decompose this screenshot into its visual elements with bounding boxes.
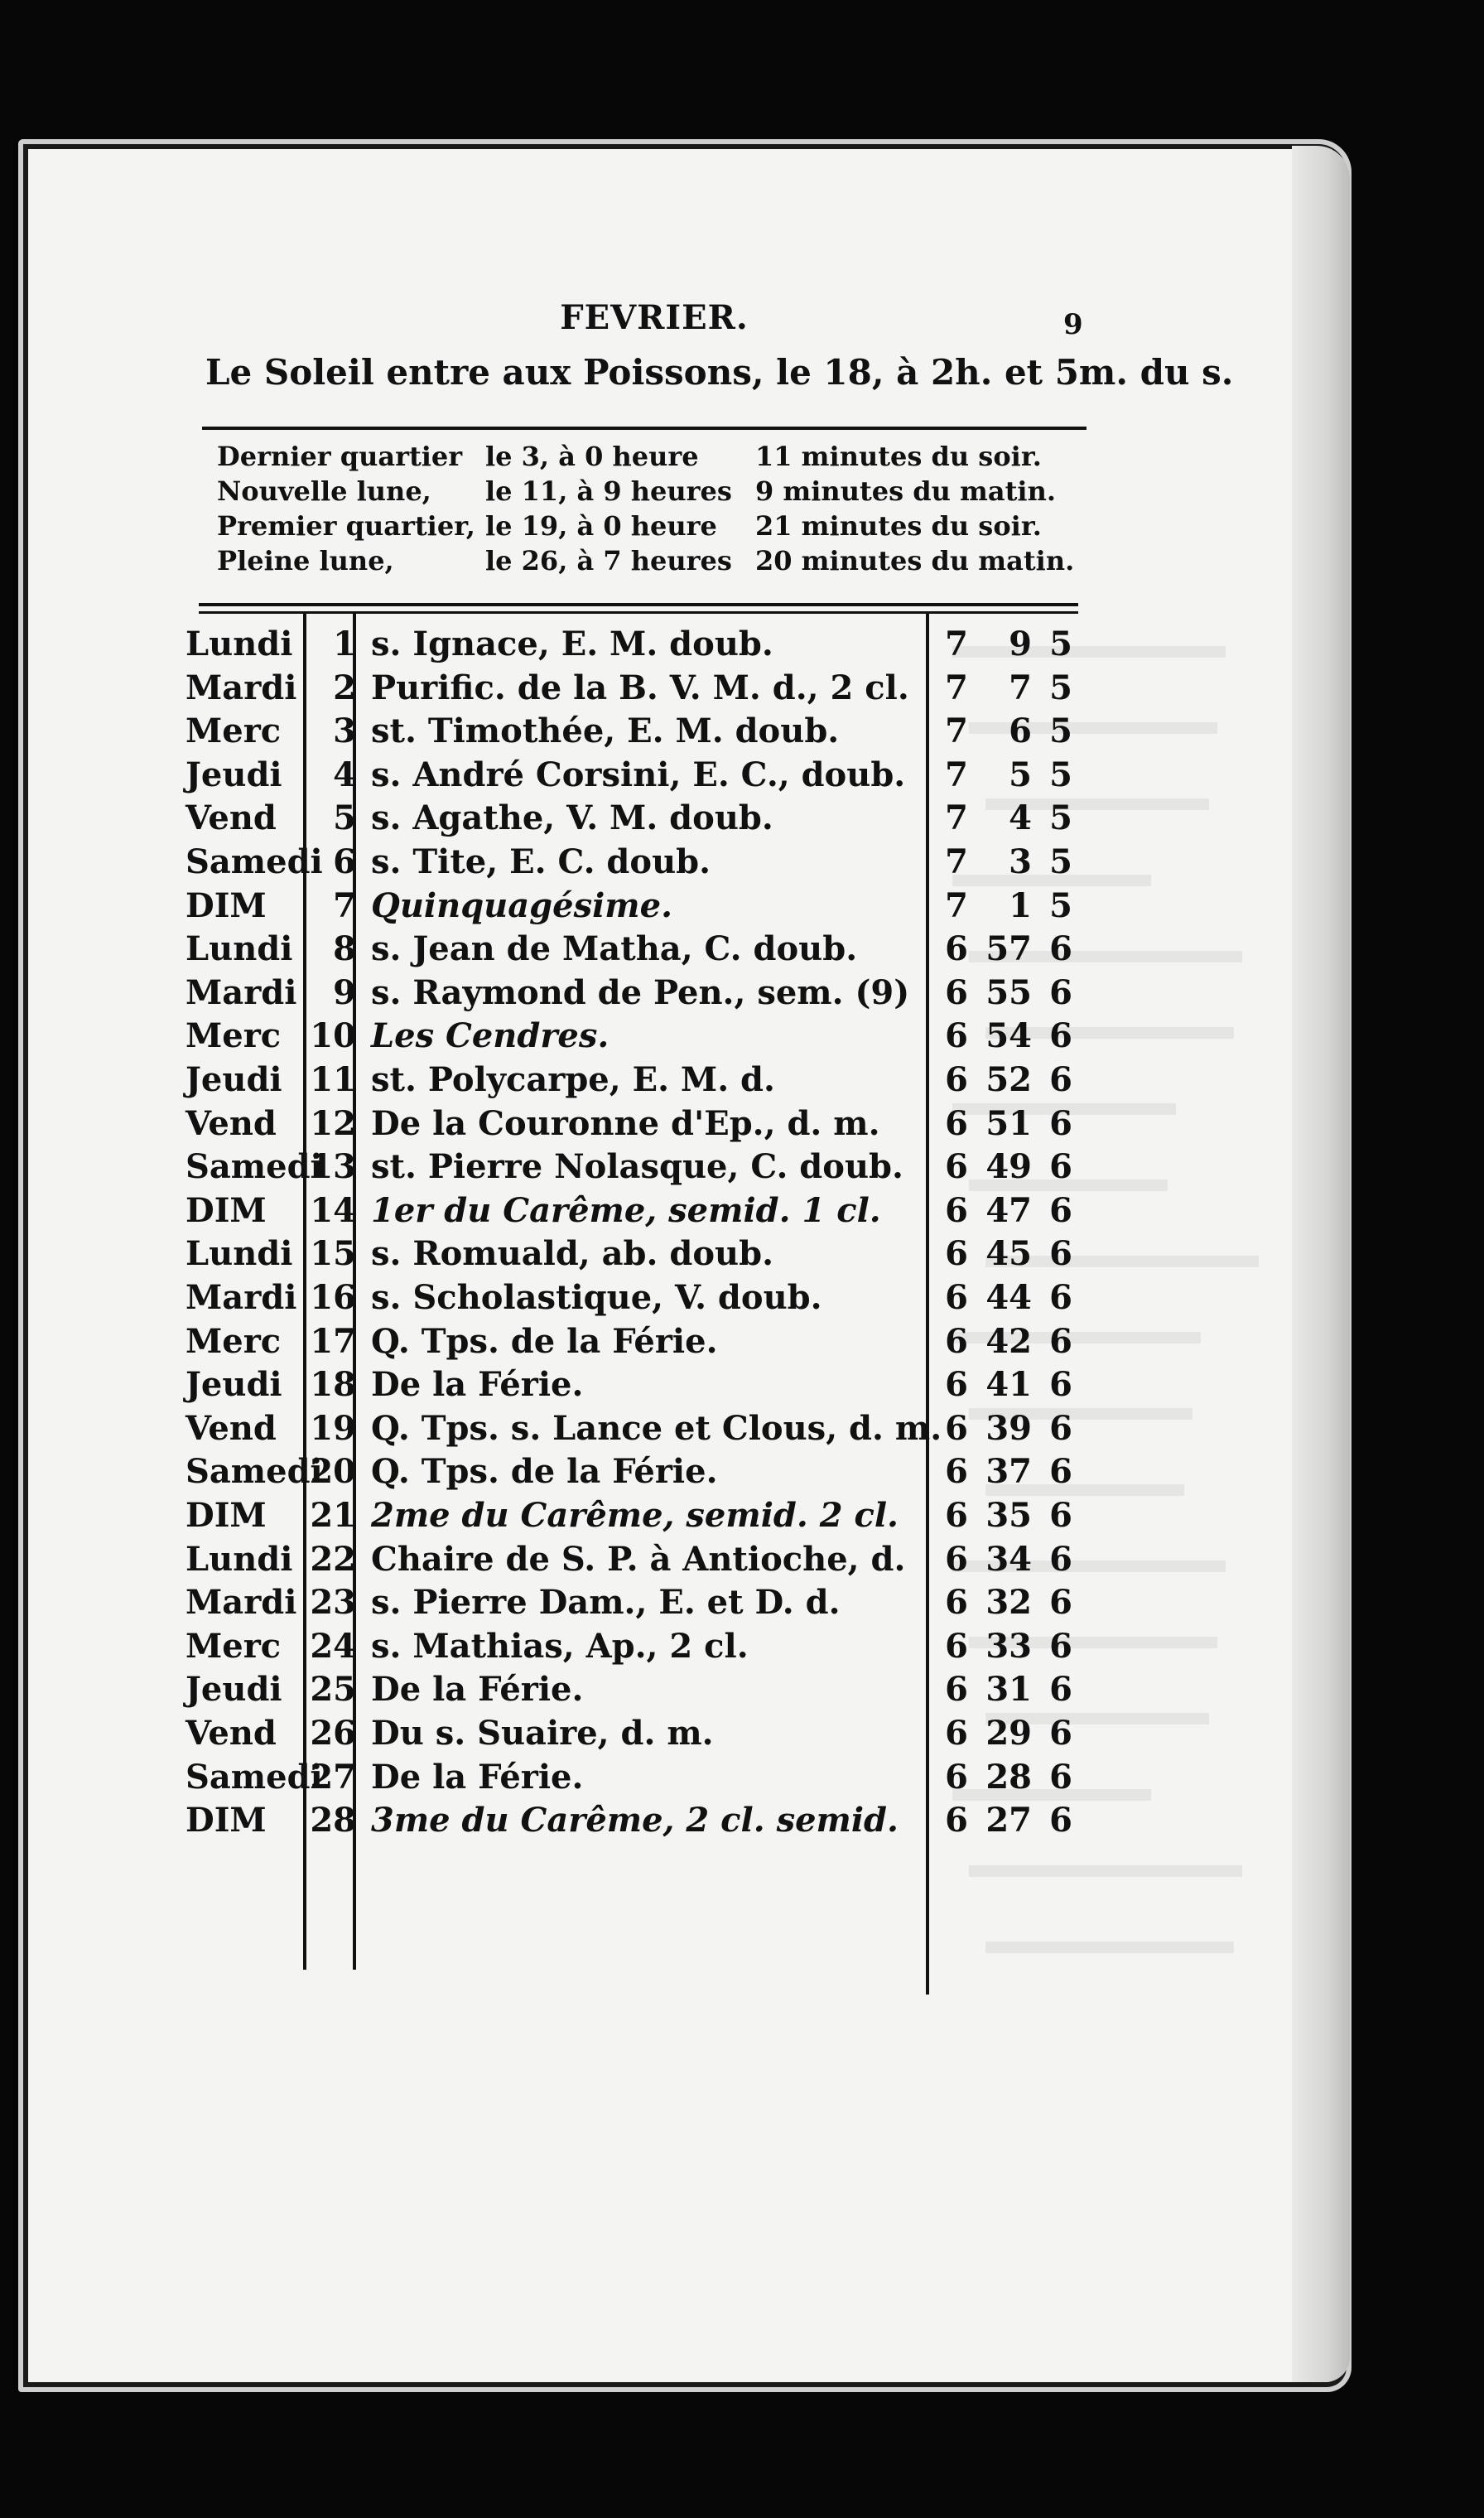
- sunrise-minute-cell: 1: [1009, 885, 1032, 925]
- weekday-cell: Merc: [186, 1321, 282, 1361]
- sunrise-hour-cell: 6: [945, 1365, 968, 1405]
- header-rule: [202, 427, 1086, 430]
- sunrise-hour-cell: 6: [945, 1452, 968, 1492]
- moon-phase-date: le 3, à 0 heure: [485, 441, 699, 472]
- month-title: FEVRIER.: [560, 298, 749, 337]
- weekday-cell: Lundi: [186, 929, 293, 969]
- weekday-cell: Jeudi: [186, 1670, 282, 1710]
- sunrise-minute-cell: 6: [1009, 712, 1032, 751]
- weekday-cell: DIM: [186, 1496, 267, 1535]
- sunrise-hour-cell: 6: [945, 1714, 968, 1753]
- moon-phase-time: 9 minutes du matin.: [755, 475, 1056, 507]
- sunrise-hour-cell: 6: [945, 1801, 968, 1840]
- calendar-row: [0, 797, 1484, 840]
- sunset-hour-cell: 6: [1049, 972, 1072, 1012]
- sunset-hour-cell: 5: [1049, 755, 1072, 794]
- weekday-cell: Lundi: [186, 1234, 293, 1274]
- sunset-hour-cell: 6: [1049, 1757, 1072, 1797]
- calendar-row: [0, 1276, 1484, 1319]
- sunset-hour-cell: 5: [1049, 842, 1072, 881]
- feast-cell: s. Mathias, Ap., 2 cl.: [371, 1626, 749, 1666]
- sunrise-hour-cell: 6: [945, 1496, 968, 1535]
- feast-cell: De la Couronne d'Ep., d. m.: [371, 1103, 880, 1143]
- sunrise-minute-cell: 5: [1009, 755, 1032, 794]
- sunset-hour-cell: 5: [1049, 625, 1072, 663]
- sunset-hour-cell: 5: [1049, 885, 1072, 925]
- feast-cell: De la Férie.: [371, 1670, 584, 1710]
- weekday-cell: Samedi: [186, 842, 323, 881]
- sunset-hour-cell: 6: [1049, 1321, 1072, 1361]
- date-number-cell: 21: [310, 1496, 356, 1535]
- sunset-hour-cell: 6: [1049, 929, 1072, 969]
- date-number-cell: 5: [333, 798, 356, 838]
- date-number-cell: 13: [310, 1147, 356, 1187]
- date-number-cell: 7: [333, 885, 356, 925]
- sunrise-minute-cell: 49: [985, 1147, 1032, 1187]
- calendar-row: [0, 710, 1484, 753]
- sunrise-minute-cell: 9: [1009, 625, 1032, 663]
- sunrise-hour-cell: 6: [945, 1016, 968, 1056]
- sunrise-hour-cell: 7: [945, 798, 968, 838]
- date-number-cell: 6: [333, 842, 356, 881]
- sunrise-minute-cell: 52: [985, 1060, 1032, 1099]
- weekday-cell: Vend: [186, 1103, 277, 1143]
- feast-cell: s. André Corsini, E. C., doub.: [371, 755, 906, 794]
- calendar-row: [0, 1538, 1484, 1581]
- sunrise-hour-cell: 7: [945, 755, 968, 794]
- sunset-hour-cell: 6: [1049, 1626, 1072, 1666]
- moon-phase-name: Nouvelle lune,: [217, 475, 431, 507]
- sunrise-minute-cell: 54: [985, 1016, 1032, 1056]
- calendar-row: [0, 1059, 1484, 1102]
- weekday-cell: Samedi: [186, 1147, 323, 1187]
- sunrise-minute-cell: 47: [985, 1190, 1032, 1230]
- feast-cell: 2me du Carême, semid. 2 cl.: [371, 1496, 899, 1535]
- sunrise-hour-cell: 6: [945, 1539, 968, 1579]
- sunrise-minute-cell: 42: [985, 1321, 1032, 1361]
- weekday-cell: Merc: [186, 1016, 282, 1056]
- calendar-row: [0, 1581, 1484, 1624]
- date-number-cell: 24: [310, 1626, 356, 1666]
- weekday-cell: Lundi: [186, 625, 293, 663]
- feast-cell: De la Férie.: [371, 1365, 584, 1405]
- feast-cell: Purific. de la B. V. M. d., 2 cl.: [371, 668, 909, 707]
- sunrise-minute-cell: 29: [985, 1714, 1032, 1753]
- calendar-row: [0, 1799, 1484, 1842]
- moon-phase-row: [217, 543, 1095, 578]
- calendar-row: [0, 754, 1484, 797]
- feast-cell: Les Cendres.: [371, 1016, 610, 1056]
- calendar-row: [0, 1146, 1484, 1189]
- date-number-cell: 25: [310, 1670, 356, 1710]
- calendar-row: [0, 972, 1484, 1015]
- sunrise-hour-cell: 6: [945, 1321, 968, 1361]
- sunrise-minute-cell: 3: [1009, 842, 1032, 881]
- sunrise-minute-cell: 28: [985, 1757, 1032, 1797]
- sunset-hour-cell: 5: [1049, 798, 1072, 838]
- sunset-hour-cell: 6: [1049, 1016, 1072, 1056]
- table-top-rule: [199, 603, 1078, 606]
- sunrise-hour-cell: 6: [945, 972, 968, 1012]
- date-number-cell: 17: [310, 1321, 356, 1361]
- sunset-hour-cell: 6: [1049, 1278, 1072, 1317]
- sunrise-hour-cell: 7: [945, 885, 968, 925]
- calendar-row: [0, 623, 1484, 666]
- sunrise-minute-cell: 4: [1009, 798, 1032, 838]
- sunset-hour-cell: 6: [1049, 1234, 1072, 1274]
- calendar-row: [0, 1102, 1484, 1146]
- sunrise-hour-cell: 7: [945, 625, 968, 663]
- date-number-cell: 2: [333, 668, 356, 707]
- sunset-hour-cell: 6: [1049, 1408, 1072, 1448]
- weekday-cell: DIM: [186, 1801, 267, 1840]
- feast-cell: Du s. Suaire, d. m.: [371, 1714, 714, 1753]
- moon-phase-time: 11 minutes du soir.: [755, 441, 1042, 472]
- sunrise-minute-cell: 33: [985, 1626, 1032, 1666]
- sunset-hour-cell: 6: [1049, 1583, 1072, 1623]
- weekday-cell: DIM: [186, 1190, 267, 1230]
- feast-cell: st. Pierre Nolasque, C. doub.: [371, 1147, 903, 1187]
- bleed-through-line: [969, 1865, 1242, 1877]
- calendar-row: [0, 1015, 1484, 1058]
- page-number: 9: [1063, 308, 1083, 341]
- weekday-cell: Jeudi: [186, 1365, 282, 1405]
- sunrise-minute-cell: 34: [985, 1539, 1032, 1579]
- calendar-row: [0, 928, 1484, 971]
- sunrise-minute-cell: 7: [1009, 668, 1032, 707]
- calendar-row: [0, 1407, 1484, 1450]
- sunrise-hour-cell: 6: [945, 1408, 968, 1448]
- sunset-hour-cell: 5: [1049, 668, 1072, 707]
- feast-cell: Q. Tps. de la Férie.: [371, 1321, 718, 1361]
- moon-phase-row: [217, 509, 1095, 543]
- sunset-hour-cell: 6: [1049, 1496, 1072, 1535]
- calendar-row: [0, 885, 1484, 928]
- sunset-hour-cell: 6: [1049, 1539, 1072, 1579]
- sunrise-minute-cell: 57: [985, 929, 1032, 969]
- date-number-cell: 26: [310, 1714, 356, 1753]
- feast-cell: s. Scholastique, V. doub.: [371, 1278, 822, 1317]
- weekday-cell: Mardi: [186, 668, 297, 707]
- date-number-cell: 12: [310, 1103, 356, 1143]
- sunset-hour-cell: 6: [1049, 1801, 1072, 1840]
- sunset-hour-cell: 6: [1049, 1452, 1072, 1492]
- feast-cell: 3me du Carême, 2 cl. semid.: [371, 1801, 899, 1840]
- sunrise-minute-cell: 44: [985, 1278, 1032, 1317]
- sunrise-hour-cell: 6: [945, 1583, 968, 1623]
- sunrise-minute-cell: 51: [985, 1103, 1032, 1143]
- weekday-cell: Samedi: [186, 1452, 323, 1492]
- moon-phase-date: le 19, à 0 heure: [485, 510, 717, 542]
- feast-cell: s. Pierre Dam., E. et D. d.: [371, 1583, 841, 1623]
- weekday-cell: Vend: [186, 1408, 277, 1448]
- sunset-hour-cell: 6: [1049, 1147, 1072, 1187]
- moon-phase-name: Dernier quartier: [217, 441, 463, 472]
- calendar-row: [0, 1494, 1484, 1537]
- sunset-hour-cell: 6: [1049, 1103, 1072, 1143]
- table-top-rule-2: [199, 611, 1078, 614]
- feast-cell: s. Ignace, E. M. doub.: [371, 625, 773, 663]
- feast-cell: st. Timothée, E. M. doub.: [371, 712, 840, 751]
- date-number-cell: 20: [310, 1452, 356, 1492]
- sunrise-hour-cell: 6: [945, 929, 968, 969]
- feast-cell: Quinquagésime.: [371, 885, 673, 925]
- sunrise-hour-cell: 6: [945, 1103, 968, 1143]
- moon-phase-row: [217, 474, 1095, 509]
- weekday-cell: Mardi: [186, 972, 297, 1012]
- feast-cell: s. Raymond de Pen., sem. (9): [371, 972, 910, 1012]
- feast-cell: Chaire de S. P. à Antioche, d.: [371, 1539, 906, 1579]
- calendar-row: [0, 1756, 1484, 1799]
- weekday-cell: Vend: [186, 1714, 277, 1753]
- sunrise-hour-cell: 7: [945, 712, 968, 751]
- feast-cell: s. Romuald, ab. doub.: [371, 1234, 773, 1274]
- date-number-cell: 23: [310, 1583, 356, 1623]
- sunrise-minute-cell: 45: [985, 1234, 1032, 1274]
- sunrise-minute-cell: 27: [985, 1801, 1032, 1840]
- sunrise-minute-cell: 31: [985, 1670, 1032, 1710]
- feast-cell: Q. Tps. de la Férie.: [371, 1452, 718, 1492]
- sunrise-hour-cell: 6: [945, 1234, 968, 1274]
- date-number-cell: 10: [310, 1016, 356, 1056]
- weekday-cell: Jeudi: [186, 1060, 282, 1099]
- moon-phase-time: 20 minutes du matin.: [755, 545, 1075, 576]
- date-number-cell: 16: [310, 1278, 356, 1317]
- feast-cell: s. Tite, E. C. doub.: [371, 842, 711, 881]
- moon-phase-row: [217, 439, 1095, 474]
- date-number-cell: 19: [310, 1408, 356, 1448]
- sunrise-hour-cell: 6: [945, 1190, 968, 1230]
- sunrise-hour-cell: 7: [945, 668, 968, 707]
- weekday-cell: Lundi: [186, 1539, 293, 1579]
- sunrise-hour-cell: 6: [945, 1147, 968, 1187]
- date-number-cell: 3: [333, 712, 356, 751]
- bleed-through-line: [985, 1942, 1234, 1953]
- date-number-cell: 18: [310, 1365, 356, 1405]
- sunset-hour-cell: 6: [1049, 1670, 1072, 1710]
- moon-phase-name: Pleine lune,: [217, 545, 394, 576]
- date-number-cell: 1: [333, 625, 356, 663]
- feast-cell: 1er du Carême, semid. 1 cl.: [371, 1190, 881, 1230]
- weekday-cell: Merc: [186, 712, 282, 751]
- calendar-row: [0, 1232, 1484, 1276]
- calendar-row: [0, 1668, 1484, 1711]
- weekday-cell: Mardi: [186, 1278, 297, 1317]
- sunrise-hour-cell: 6: [945, 1670, 968, 1710]
- date-number-cell: 4: [333, 755, 356, 794]
- sunrise-hour-cell: 6: [945, 1757, 968, 1797]
- feast-cell: st. Polycarpe, E. M. d.: [371, 1060, 775, 1099]
- sunrise-minute-cell: 32: [985, 1583, 1032, 1623]
- sunrise-hour-cell: 6: [945, 1626, 968, 1666]
- sun-entry-line: Le Soleil entre aux Poissons, le 18, à 2h. et 5m. du s.: [205, 352, 1234, 393]
- weekday-cell: DIM: [186, 885, 267, 925]
- sunrise-minute-cell: 55: [985, 972, 1032, 1012]
- calendar-row: [0, 1625, 1484, 1668]
- sunrise-minute-cell: 41: [985, 1365, 1032, 1405]
- date-number-cell: 9: [333, 972, 356, 1012]
- date-number-cell: 14: [310, 1190, 356, 1230]
- sunrise-hour-cell: 7: [945, 842, 968, 881]
- weekday-cell: Vend: [186, 798, 277, 838]
- sunrise-minute-cell: 35: [985, 1496, 1032, 1535]
- weekday-cell: Samedi: [186, 1757, 323, 1797]
- feast-cell: s. Jean de Matha, C. doub.: [371, 929, 858, 969]
- date-number-cell: 22: [310, 1539, 356, 1579]
- sunrise-minute-cell: 39: [985, 1408, 1032, 1448]
- sunset-hour-cell: 6: [1049, 1190, 1072, 1230]
- weekday-cell: Mardi: [186, 1583, 297, 1623]
- sunrise-hour-cell: 6: [945, 1278, 968, 1317]
- sunset-hour-cell: 6: [1049, 1365, 1072, 1405]
- sunset-hour-cell: 6: [1049, 1060, 1072, 1099]
- sunrise-hour-cell: 6: [945, 1060, 968, 1099]
- moon-phase-date: le 26, à 7 heures: [485, 545, 732, 576]
- sunset-hour-cell: 5: [1049, 712, 1072, 751]
- calendar-row: [0, 841, 1484, 884]
- weekday-cell: Merc: [186, 1626, 282, 1666]
- feast-cell: De la Férie.: [371, 1757, 584, 1797]
- feast-cell: s. Agathe, V. M. doub.: [371, 798, 773, 838]
- date-number-cell: 28: [310, 1801, 356, 1840]
- date-number-cell: 15: [310, 1234, 356, 1274]
- moon-phase-name: Premier quartier,: [217, 510, 475, 542]
- sunset-hour-cell: 6: [1049, 1714, 1072, 1753]
- feast-cell: Q. Tps. s. Lance et Clous, d. m.: [371, 1408, 942, 1448]
- calendar-row: [0, 1189, 1484, 1232]
- moon-phase-time: 21 minutes du soir.: [755, 510, 1042, 542]
- calendar-row: [0, 1320, 1484, 1363]
- calendar-row: [0, 1363, 1484, 1406]
- calendar-row: [0, 1450, 1484, 1493]
- moon-phase-date: le 11, à 9 heures: [485, 475, 732, 507]
- weekday-cell: Jeudi: [186, 755, 282, 794]
- date-number-cell: 11: [310, 1060, 356, 1099]
- calendar-row: [0, 1712, 1484, 1755]
- date-number-cell: 27: [310, 1757, 356, 1797]
- sunrise-minute-cell: 37: [985, 1452, 1032, 1492]
- calendar-row: [0, 667, 1484, 710]
- date-number-cell: 8: [333, 929, 356, 969]
